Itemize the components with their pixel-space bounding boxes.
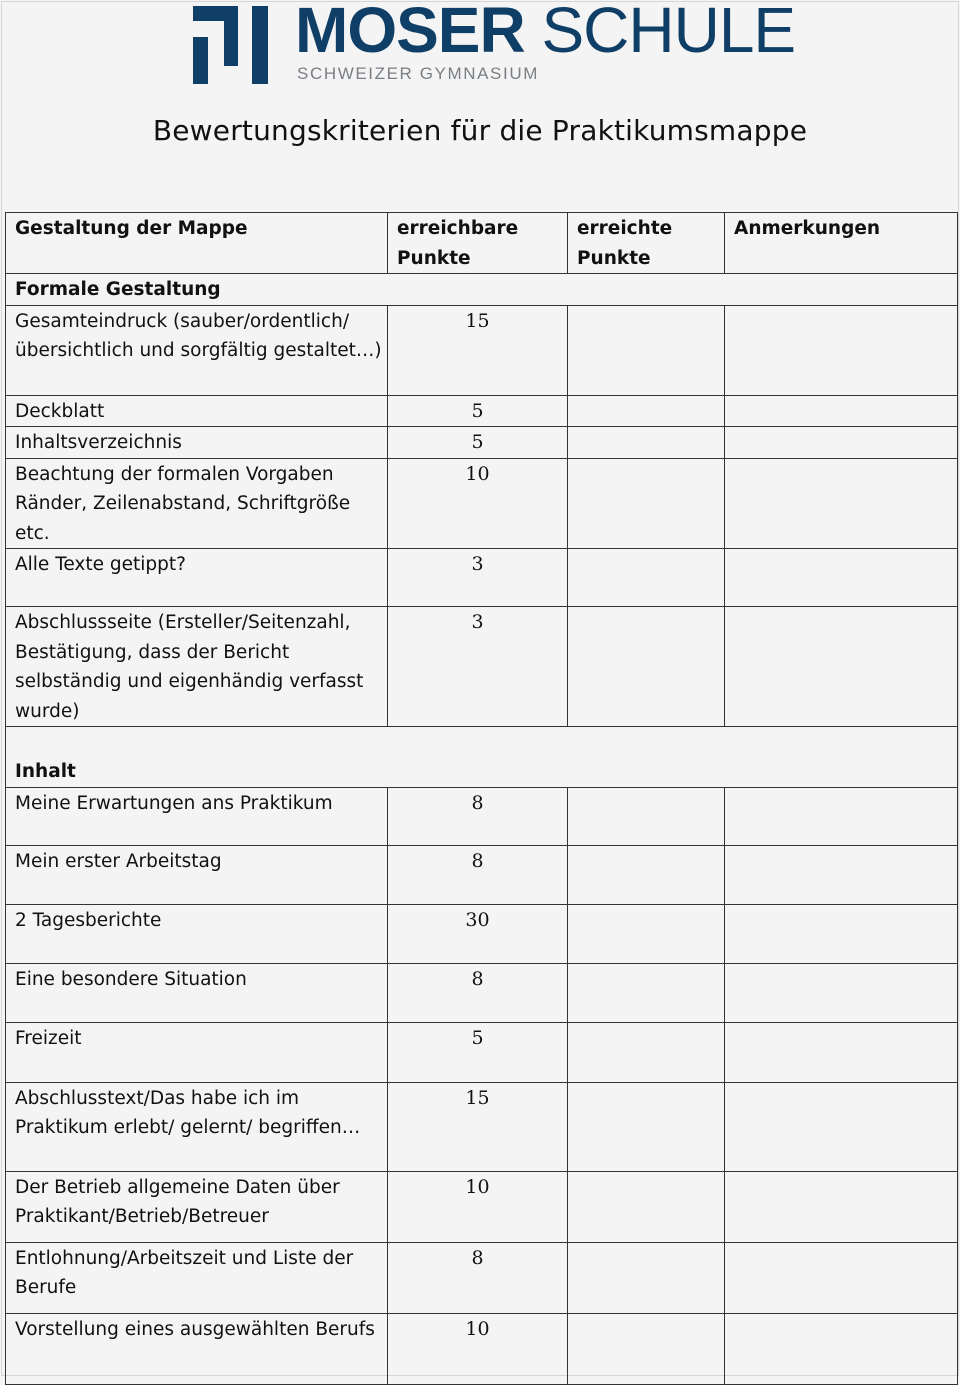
criterion-cell: Meine Erwartungen ans Praktikum — [6, 787, 388, 845]
header-achieved-points: erreichte Punkte — [568, 213, 725, 274]
max-points-cell: 15 — [388, 1082, 568, 1171]
criterion-cell: Inhaltsverzeichnis — [6, 427, 388, 459]
logo-subtitle: SCHWEIZER GYMNASIUM — [297, 64, 539, 83]
notes-cell[interactable] — [725, 963, 958, 1022]
notes-cell[interactable] — [725, 305, 958, 395]
achieved-points-cell[interactable] — [568, 1082, 725, 1171]
table-row — [6, 904, 958, 963]
notes-cell[interactable] — [725, 904, 958, 963]
criterion-cell: Mein erster Arbeitstag — [6, 845, 388, 904]
criterion-cell: Abschlussseite (Ersteller/Seitenzahl, Bestätigung, dass der Bericht selbständig und eigenhändig verfasst wurde) — [6, 607, 388, 727]
achieved-points-cell[interactable] — [568, 305, 725, 395]
logo-name-light: SCHULE — [541, 0, 796, 66]
achieved-points-cell[interactable] — [568, 458, 725, 549]
table-row — [6, 1171, 958, 1242]
max-points-cell: 3 — [388, 549, 568, 607]
criterion-cell: 2 Tagesberichte — [6, 904, 388, 963]
table-row — [6, 787, 958, 845]
notes-cell[interactable] — [725, 845, 958, 904]
notes-cell[interactable] — [725, 607, 958, 727]
notes-cell[interactable] — [725, 427, 958, 459]
table-row — [6, 1242, 958, 1313]
document-title: Bewertungskriterien für die Praktikumsmappe — [152, 114, 808, 147]
table-row — [6, 458, 958, 549]
max-points-cell: 5 — [388, 427, 568, 459]
max-points-cell: 3 — [388, 607, 568, 727]
table-header-row — [6, 213, 958, 274]
achieved-points-cell[interactable] — [568, 845, 725, 904]
section-row-inhalt — [6, 727, 958, 788]
achieved-points-cell[interactable] — [568, 1242, 725, 1313]
table-row — [6, 305, 958, 395]
table-row — [6, 1022, 958, 1082]
moser-schule-logo-mark-icon — [193, 4, 269, 84]
criterion-cell: Gesamteindruck (sauber/ordentlich/übersichtlich und sorgfältig gestaltet…) — [6, 305, 388, 395]
notes-cell[interactable] — [725, 787, 958, 845]
max-points-cell: 5 — [388, 395, 568, 427]
criterion-cell: Freizeit — [6, 1022, 388, 1082]
max-points-cell: 15 — [388, 305, 568, 395]
table-row — [6, 607, 958, 727]
max-points-cell: 8 — [388, 963, 568, 1022]
school-logo — [193, 0, 796, 88]
criterion-cell: Eine besondere Situation — [6, 963, 388, 1022]
grading-table — [5, 212, 958, 1385]
max-points-cell: 8 — [388, 845, 568, 904]
max-points-cell: 10 — [388, 1313, 568, 1384]
achieved-points-cell[interactable] — [568, 1313, 725, 1384]
logo-name-bold: MOSER — [295, 0, 525, 66]
notes-cell[interactable] — [725, 395, 958, 427]
criterion-cell: Entlohnung/Arbeitszeit und Liste der Berufe — [6, 1242, 388, 1313]
table-row — [6, 845, 958, 904]
notes-cell[interactable] — [725, 1171, 958, 1242]
achieved-points-cell[interactable] — [568, 904, 725, 963]
achieved-points-cell[interactable] — [568, 1022, 725, 1082]
max-points-cell: 5 — [388, 1022, 568, 1082]
header-criterion: Gestaltung der Mappe — [6, 213, 388, 274]
logo-wordmark — [295, 0, 796, 66]
achieved-points-cell[interactable] — [568, 1171, 725, 1242]
notes-cell[interactable] — [725, 1242, 958, 1313]
table-row — [6, 549, 958, 607]
header-max-points: erreichbare Punkte — [388, 213, 568, 274]
notes-cell[interactable] — [725, 458, 958, 549]
section-title: Formale Gestaltung — [6, 274, 958, 306]
achieved-points-cell[interactable] — [568, 395, 725, 427]
table-row — [6, 1313, 958, 1384]
achieved-points-cell[interactable] — [568, 787, 725, 845]
table-row — [6, 395, 958, 427]
criterion-cell: Der Betrieb allgemeine Daten über Praktikant/Betrieb/Betreuer — [6, 1171, 388, 1242]
table-row — [6, 1082, 958, 1171]
achieved-points-cell[interactable] — [568, 549, 725, 607]
table-row — [6, 963, 958, 1022]
table-row — [6, 427, 958, 459]
criterion-cell: Beachtung der formalen Vorgaben Ränder, Zeilenabstand, Schriftgröße etc. — [6, 458, 388, 549]
criterion-cell: Alle Texte getippt? — [6, 549, 388, 607]
criterion-cell: Deckblatt — [6, 395, 388, 427]
notes-cell[interactable] — [725, 1022, 958, 1082]
max-points-cell: 8 — [388, 1242, 568, 1313]
header-notes: Anmerkungen — [725, 213, 958, 274]
notes-cell[interactable] — [725, 1082, 958, 1171]
achieved-points-cell[interactable] — [568, 607, 725, 727]
achieved-points-cell[interactable] — [568, 427, 725, 459]
max-points-cell: 30 — [388, 904, 568, 963]
notes-cell[interactable] — [725, 1313, 958, 1384]
section-title: Inhalt — [6, 727, 958, 788]
notes-cell[interactable] — [725, 549, 958, 607]
section-row-formale-gestaltung — [6, 274, 958, 306]
max-points-cell: 8 — [388, 787, 568, 845]
achieved-points-cell[interactable] — [568, 963, 725, 1022]
criterion-cell: Vorstellung eines ausgewählten Berufs — [6, 1313, 388, 1384]
criterion-cell: Abschlusstext/Das habe ich im Praktikum erlebt/ gelernt/ begriffen… — [6, 1082, 388, 1171]
max-points-cell: 10 — [388, 458, 568, 549]
max-points-cell: 10 — [388, 1171, 568, 1242]
